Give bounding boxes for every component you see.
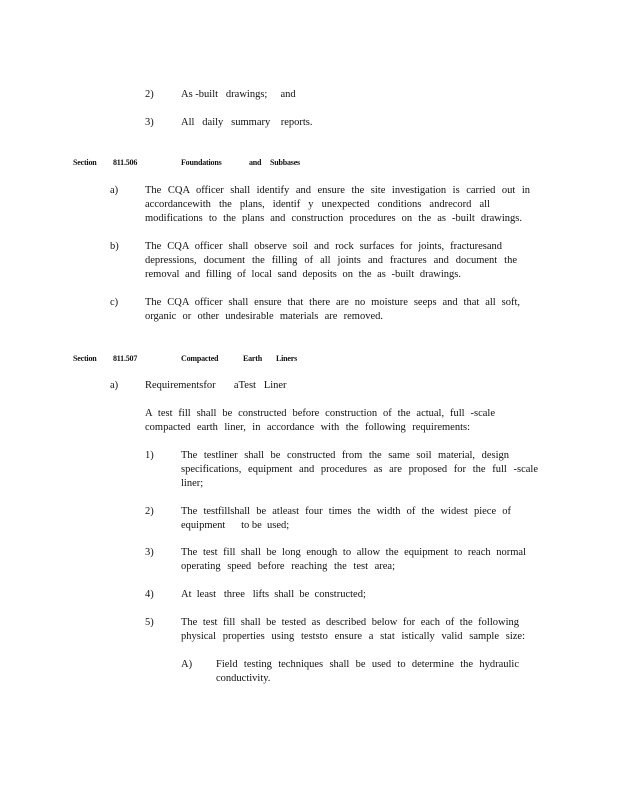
section-title-word: Subbases	[270, 158, 300, 167]
item-marker: a)	[110, 380, 119, 391]
paragraph-line: specifications, equipment and procedures as are proposed for the full -scale	[181, 464, 538, 475]
subsection-title: Requirementsfor aTest Liner	[145, 380, 287, 391]
section-label: Section	[73, 354, 97, 363]
section-label: Section	[73, 158, 97, 167]
list-item-text: As -built drawings; and	[181, 89, 296, 100]
paragraph-line: At least three lifts shall be constructed;	[181, 589, 366, 600]
paragraph-line: The test fill shall be tested as described below for each of the following	[181, 617, 519, 628]
section-title-word: Earth	[243, 354, 263, 363]
sub-item-marker: A)	[181, 659, 193, 670]
requirement-marker: 3)	[145, 547, 154, 558]
list-marker: 3)	[145, 117, 154, 128]
item-marker: c)	[110, 297, 119, 308]
section-title-word: Compacted	[181, 354, 219, 363]
paragraph-line: A test fill shall be constructed before construction of the actual, full -scale	[145, 408, 495, 419]
requirement-marker: 1)	[145, 450, 154, 461]
paragraph-line: liner;	[181, 478, 204, 489]
paragraph-line: physical properties using teststo ensure a stat istically valid sample size:	[181, 631, 525, 642]
paragraph-line: The CQA officer shall observe soil and rock surfaces for joints, fracturesand	[145, 241, 502, 252]
paragraph-line: depressions, document the filling of all joints and fractures and document the	[145, 255, 517, 266]
section-number: 811.506	[113, 158, 138, 167]
item-marker: a)	[110, 185, 119, 196]
paragraph-line: The CQA officer shall ensure that there are no moisture seeps and that all soft,	[145, 297, 520, 308]
section-title-word: Liners	[276, 354, 298, 363]
paragraph-line: conductivity.	[216, 673, 271, 684]
paragraph-line: compacted earth liner, in accordance with the following requirements:	[145, 422, 470, 433]
section-title-word: and	[249, 158, 262, 167]
paragraph-line: operating speed before reaching the test area;	[181, 561, 395, 572]
requirement-marker: 5)	[145, 617, 154, 628]
requirement-marker: 2)	[145, 506, 154, 517]
paragraph-line: organic or other undesirable materials are removed.	[145, 311, 383, 322]
paragraph-line: The testliner shall be constructed from the same soil material, design	[181, 450, 509, 461]
paragraph-line: The CQA officer shall identify and ensure the site investigation is carried out in	[145, 185, 530, 196]
paragraph-line: accordancewith the plans, identif y unexpected conditions andrecord all	[145, 199, 490, 210]
list-marker: 2)	[145, 89, 154, 100]
requirement-marker: 4)	[145, 589, 154, 600]
paragraph-line: modifications to the plans and construction procedures on the as -built drawings.	[145, 213, 522, 224]
paragraph-line: The test fill shall be long enough to allow the equipment to reach normal	[181, 547, 526, 558]
item-marker: b)	[110, 241, 119, 252]
paragraph-line: removal and filling of local sand deposits on the as -built drawings.	[145, 269, 461, 280]
paragraph-line: Field testing techniques shall be used to determine the hydraulic	[216, 659, 519, 670]
section-title-word: Foundations	[181, 158, 222, 167]
section-number: 811.507	[113, 354, 138, 363]
list-item-text: All daily summary reports.	[181, 117, 313, 128]
paragraph-line: equipment to be used;	[181, 520, 290, 531]
paragraph-line: The testfillshall be atleast four times the width of the widest piece of	[181, 506, 511, 517]
